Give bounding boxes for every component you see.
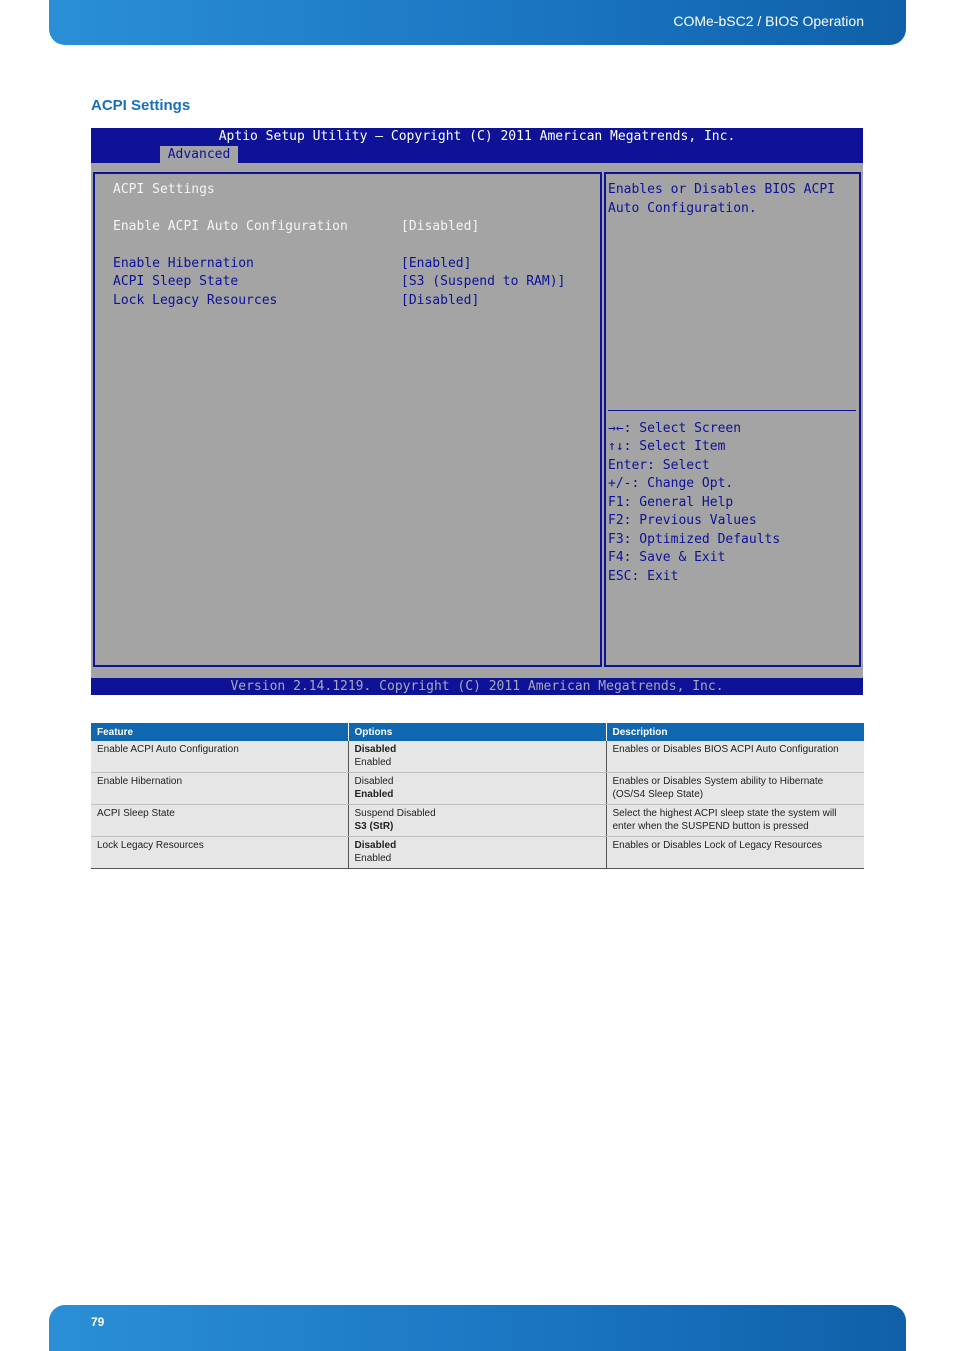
option-default: Disabled xyxy=(354,840,397,851)
options-cell xyxy=(348,837,606,869)
help-text-line: Enables or Disables BIOS ACPI xyxy=(608,182,835,197)
page-header xyxy=(49,0,906,45)
options-cell xyxy=(348,805,606,837)
setting-lock-legacy-value[interactable]: [Disabled] xyxy=(401,293,480,308)
bios-help-panel xyxy=(604,172,861,667)
setting-acpi-auto-config-label[interactable]: Enable ACPI Auto Configuration xyxy=(113,219,348,234)
bios-title-bar xyxy=(91,128,863,163)
description-cell: Select the highest ACPI sleep state the system will enter when the SUSPEND button is pressed xyxy=(606,805,864,837)
description-cell: Enables or Disables BIOS ACPI Auto Configuration xyxy=(606,741,864,773)
setting-hibernation-label[interactable]: Enable Hibernation xyxy=(113,256,254,271)
key-hint: Enter: Select xyxy=(608,458,710,473)
feature-cell: Enable Hibernation xyxy=(91,773,348,805)
key-hint: F3: Optimized Defaults xyxy=(608,532,781,547)
feature-cell: Lock Legacy Resources xyxy=(91,837,348,869)
key-hint: →←: Select Screen xyxy=(608,421,742,436)
options-cell xyxy=(348,773,606,805)
feature-cell: ACPI Sleep State xyxy=(91,805,348,837)
help-divider xyxy=(608,410,856,411)
option: Disabled xyxy=(354,776,394,787)
key-hint: F4: Save & Exit xyxy=(608,550,726,565)
column-header-description: Description xyxy=(606,723,864,741)
page-footer xyxy=(49,1305,906,1351)
option-default: Enabled xyxy=(354,789,394,800)
feature-table xyxy=(91,723,864,869)
column-header-options: Options xyxy=(348,723,606,741)
bios-settings-panel xyxy=(93,172,602,667)
table-row xyxy=(91,773,864,805)
table-row xyxy=(91,837,864,869)
option: Suspend Disabled xyxy=(354,808,436,819)
page-number: 79 xyxy=(91,1315,105,1329)
description-cell: Enables or Disables System ability to Hibernate (OS/S4 Sleep State) xyxy=(606,773,864,805)
key-hint: ↑↓: Select Item xyxy=(608,439,726,454)
key-hint: ESC: Exit xyxy=(608,569,679,584)
setting-sleep-state-label[interactable]: ACPI Sleep State xyxy=(113,274,239,289)
bios-version-bar: Version 2.14.1219. Copyright (C) 2011 American Megatrends, Inc. xyxy=(91,678,863,695)
tab-advanced[interactable]: Advanced xyxy=(160,146,238,163)
setting-hibernation-value[interactable]: [Enabled] xyxy=(401,256,472,271)
table-header-row xyxy=(91,723,864,741)
table-row xyxy=(91,805,864,837)
options-cell xyxy=(348,741,606,773)
feature-cell: Enable ACPI Auto Configuration xyxy=(91,741,348,773)
option: Enabled xyxy=(354,757,392,768)
option-default: Disabled xyxy=(354,744,397,755)
key-hint: +/-: Change Opt. xyxy=(608,476,734,491)
key-hint: F1: General Help xyxy=(608,495,734,510)
help-text-line: Auto Configuration. xyxy=(608,201,757,216)
setting-sleep-state-value[interactable]: [S3 (Suspend to RAM)] xyxy=(401,274,566,289)
section-title: ACPI Settings xyxy=(91,97,191,114)
panel-heading: ACPI Settings xyxy=(113,182,215,197)
document-title: COMe-bSC2 / BIOS Operation xyxy=(673,13,864,29)
column-header-feature: Feature xyxy=(91,723,348,741)
bios-screenshot xyxy=(91,128,863,695)
setting-lock-legacy-label[interactable]: Lock Legacy Resources xyxy=(113,293,278,308)
setting-acpi-auto-config-value[interactable]: [Disabled] xyxy=(401,219,480,234)
option-default: S3 (StR) xyxy=(354,821,394,832)
key-hint: F2: Previous Values xyxy=(608,513,757,528)
option: Enabled xyxy=(354,853,392,864)
bios-title: Aptio Setup Utility – Copyright (C) 2011 American Megatrends, Inc. xyxy=(218,129,736,144)
description-cell: Enables or Disables Lock of Legacy Resources xyxy=(606,837,864,869)
table-row xyxy=(91,741,864,773)
